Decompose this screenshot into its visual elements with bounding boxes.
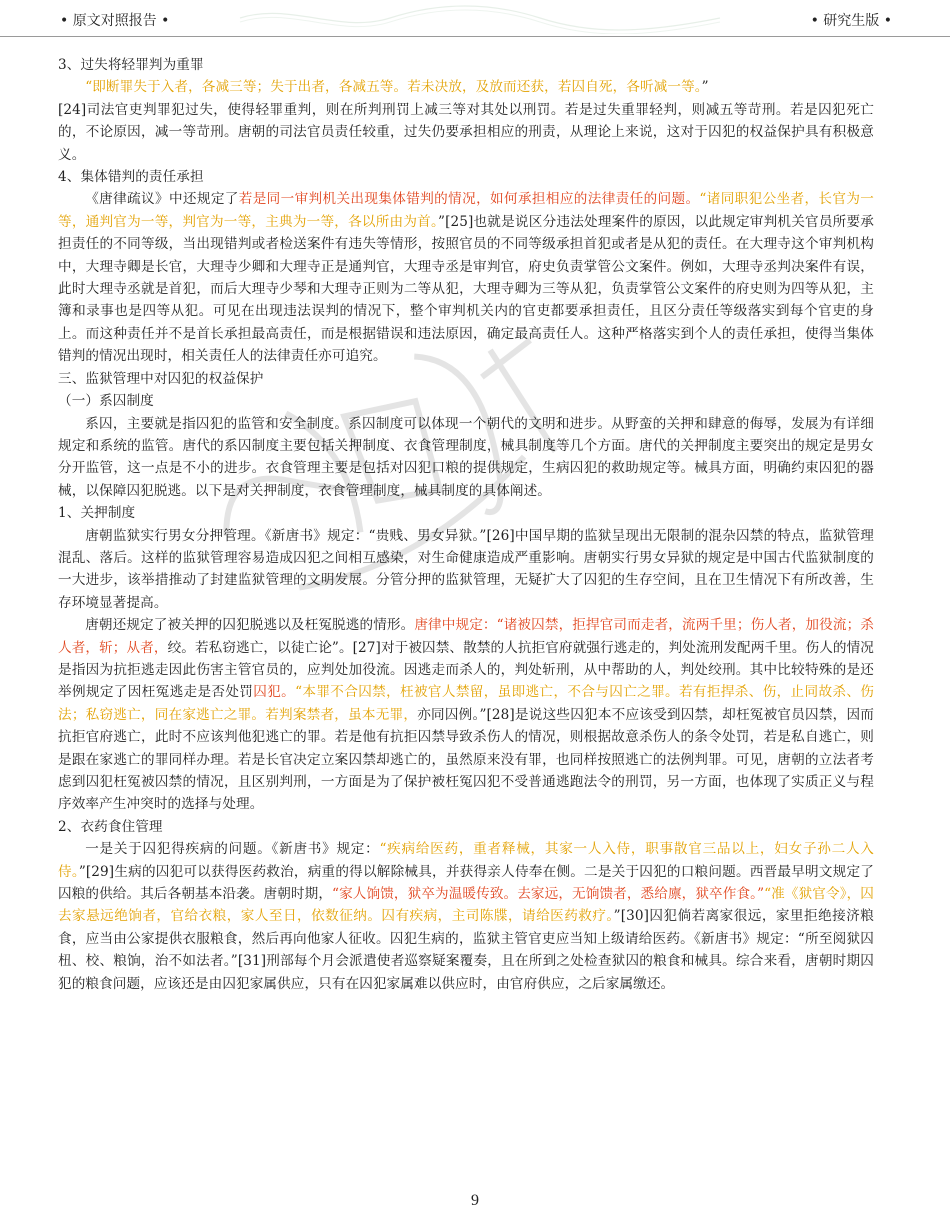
highlight-red: 囚犯。	[253, 684, 296, 701]
text-run: 亦同囚例。”[28]是说这些囚犯本不应该受到囚禁，却枉冤被官员囚禁，因而抗拒官府逃亡，此时不应该判他犯逃亡的罪。若是他有抗拒囚禁导致杀伤人的情况，则根据故意杀伤人的条令处罚，若是私自逃亡，则是跟在家逃亡的罪同样办理。若是长官决定立案囚禁却逃亡的，虽然原来没有罪，也同样按照逃亡的法例判罪。可见，唐朝的立法者考虑到囚犯枉冤被囚禁的情况，且区别判刑，一方面是为了保护被枉冤囚犯不受普通逃跑法令的刑罚，另一方面，也体现了实质正义与程序效率产生冲突时的选择与处理。	[58, 706, 874, 813]
section-heading: 1、关押制度	[58, 505, 136, 522]
paragraph: [24]司法官吏判罪犯过失，使得轻罪重判，则在所判刑罚上减三等对其处以刑罚。若是过失重罪轻判，则减五等苛刑。若是囚犯死亡的，不论原因，减一等苛刑。唐朝的司法官员责任较重，过失仍要承担相应的刑责，从理论上来说，这对于囚犯的权益保护具有积极意义。	[58, 101, 874, 163]
text-run: 一是关于囚犯得疾病的问题。《新唐书》规定：	[85, 841, 380, 858]
highlight-red: “诸被囚禁，拒捍官司而走者，流两千里；伤人者，加役流；杀人者，斩；从者，	[58, 617, 874, 656]
highlight-red: “家人饷馈，狱卒为温暖传致。去家远，无饷馈者，悉给廪，狱卒作食。”	[332, 886, 765, 903]
quote-paragraph	[58, 76, 874, 98]
paragraph	[58, 188, 874, 367]
section-heading: 4、集体错判的责任承担	[58, 169, 204, 186]
text-run: ”[25]也就是说区分违法处理案件的原因，以此规定审判机关官员所要承担责任的不同等级，当出现错判或者检送案件有违失等情形，按照官员的不同等级承担首犯或者是从犯的责任。在大理寺这个审判机构中，大理寺卿是长官，大理寺少卿和大理寺正是通判官，大理寺丞是审判官，府史负责掌管公文案件。例如，大理寺丞判决案件有误，此时大理寺丞就是首犯，而后大理寺少琴和大理寺正则为二等从犯，大理寺卿为三等从犯，负责掌管公文案件的府史则为四等从犯，主簿和录事也是四等从犯。可见在出现违法误判的情况下，整个审判机关内的官吏都要承担责任，且区分责任等级落实到每个官吏的身上。而这种责任并不是首长承担最高责任，而是根据错误和违法原因，确定最高责任人。这种严格落实到个人的责任承担，使得当集体错判的情况出现时，相关责任人的法律责任亦可追究。	[58, 213, 874, 365]
page-number: 9	[471, 1192, 479, 1209]
highlight-yellow: “疾病给医药，重者释械，其家一人入侍，职事散官三品以上，妇女子孙二人入侍。	[58, 841, 874, 880]
text-run: ”	[701, 79, 709, 96]
section-heading: 2、衣药食住管理	[58, 818, 163, 835]
paragraph: 系囚，主要就是指囚犯的监管和安全制度。系囚制度可以体现一个朝代的文明和进步。从野蛮的关押和肆意的侮辱，发展为有详细规定和系统的监管。唐代的系囚制度主要包括关押制度、衣食管理制度，械具制度等几个方面。唐代的关押制度主要突出的规定是男女分开监管，这一点是不小的进步。衣食管理主要是包括对囚犯口粮的提供规定，生病囚犯的救助规定等。械具方面，明确约束囚犯的器械，以保障囚犯脱逃。以下是对关押制度，衣食管理制度，械具制度的具体阐述。	[58, 415, 874, 499]
highlight-red: 若是同一审判机关出现集体错判的情况，如何承担相应的法律责任的问题。	[238, 191, 700, 208]
section-heading: 3、过失将轻罪判为重罪	[58, 57, 204, 73]
page-header	[0, 0, 950, 37]
highlight-yellow: “即断罪失于入者，各减三等；失于出者，各减五等。若未决放，及放而还获，若囚自死，各听减一等。	[85, 79, 702, 96]
text-run: 《唐律疏议》中还规定了	[85, 191, 239, 208]
document-body	[58, 54, 874, 995]
header-ornament-icon	[230, 2, 730, 34]
header-right-title: • 研究生版 •	[810, 13, 892, 29]
paragraph	[58, 838, 874, 995]
paragraph: 唐朝监狱实行男女分押管理。《新唐书》规定：“贵贱、男女异狱。”[26]中国早期的监狱呈现出无限制的混杂囚禁的特点，监狱管理混乱、落后。这样的监狱管理容易造成囚犯之间相互感染，对生命健康造成严重影响。唐朝实行男女异狱的规定是中国古代监狱制度的一大进步，该举措推动了封建监狱管理的文明发展。分管分押的监狱管理，无疑扩大了囚犯的生存空间，且在卫生情况下有所改善，生存环境显著提高。	[58, 527, 874, 611]
highlight-yellow: “准《狱官令》，囚去家悬远绝饷者，官给衣粮，家人至日，依数征纳。囚有疾病，主司陈牒，请给医药救疗。	[58, 886, 874, 925]
subsection-heading: （一）系囚制度	[58, 393, 154, 410]
text-run: ”[30]囚犯倘若离家很远，家里拒绝接济粮食，应当由公家提供衣服粮食，然后再向他家人征收。囚犯生病的，监狱主管官吏应当知上级请给医药。《新唐书》规定：“所至阅狱囚杻、校、粮饷，治不如法者。”[31]刑部每个月会派遣使者巡察疑案覆奏，且在所到之处检查狱囚的粮食和械具。综合来看，唐朝时期囚犯的粮食问题，应该还是由囚犯家属供应，只有在囚犯家属难以供应时，由官府供应，之后家属缴还。	[58, 908, 874, 992]
paragraph	[58, 614, 874, 816]
section-heading: 三、监狱管理中对囚犯的权益保护	[58, 370, 264, 387]
text-run: 绞。若私窃逃亡，以徒亡论”。[27]对于被囚禁、散禁的人抗拒官府就强行逃走的，判处流刑发配两千里。伤人的情况是指因为抗拒逃走因此伤害主管官员的，应判处加役流。因逃走而杀人的，判处斩刑，从中帮助的人，判处绞刑。其中比较特殊的是还举例规定了因枉冤逃走是否处罚	[58, 639, 874, 701]
header-left-title: • 原文对照报告 •	[60, 13, 170, 29]
highlight-yellow: “本罪不合囚禁，枉被官人禁留，虽即逃亡，不合与囚亡之罪。若有拒捍杀、伤，止同故杀、伤法；私窃逃亡，同在家逃亡之罪。若判案禁者，虽本无罪，	[58, 684, 874, 723]
highlight-red: 唐律中规定：	[414, 617, 497, 634]
highlight-yellow: “诸同职犯公坐者，长官为一等，通判官为一等，判官为一等，主典为一等，各以所由为首。	[58, 191, 874, 230]
text-run: ”[29]生病的囚犯可以获得医药救治，病重的得以解除械具，并获得亲人侍奉在侧。二是关于囚犯的口粮问题。西晋最早明文规定了囚粮的供给。其后各朝基本沿袭。唐朝时期，	[58, 863, 874, 903]
text-run: 唐朝还规定了被关押的囚犯脱逃以及枉冤脱逃的情形。	[85, 617, 415, 634]
